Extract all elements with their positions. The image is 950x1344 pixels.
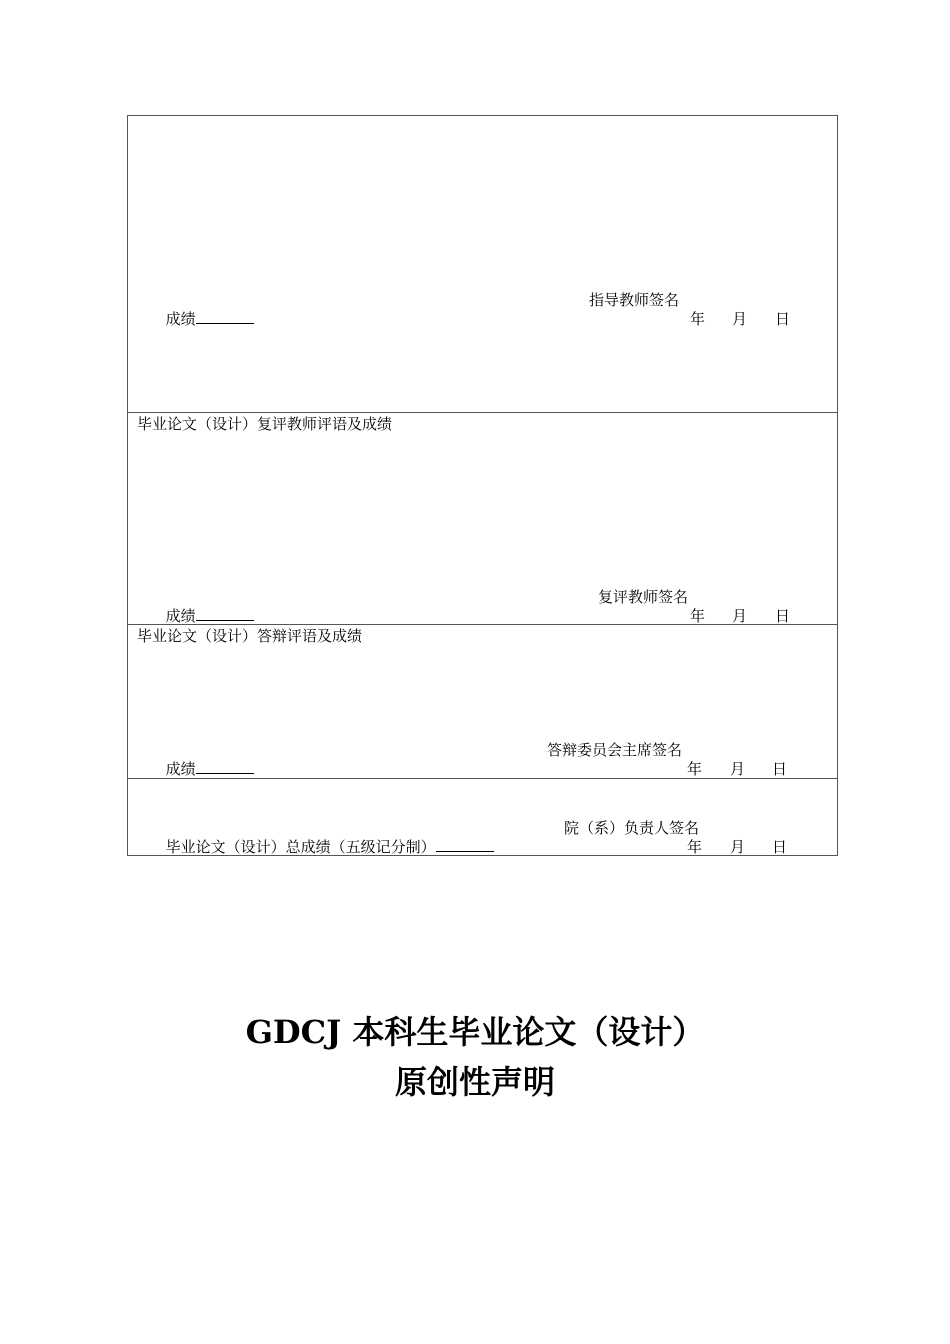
date-year: 年 xyxy=(690,607,706,625)
grade-blank[interactable] xyxy=(196,606,254,621)
defense-evaluation-row xyxy=(128,624,837,779)
date-month: 月 xyxy=(732,607,748,625)
date-month: 月 xyxy=(730,838,746,856)
dean-signature-label: 院（系）负责人签名 xyxy=(564,819,700,837)
grade-blank[interactable] xyxy=(436,837,494,852)
grade-label: 成绩 xyxy=(165,760,196,778)
evaluation-form-table xyxy=(127,115,838,856)
grade-blank[interactable] xyxy=(196,309,254,324)
date-year: 年 xyxy=(690,310,706,328)
date-day: 日 xyxy=(772,838,788,856)
grade-blank[interactable] xyxy=(196,759,254,774)
declaration-title: GDCJ 本科生毕业论文（设计） xyxy=(245,1013,705,1051)
date-day: 日 xyxy=(775,607,791,625)
defense-signature-label: 答辩委员会主席签名 xyxy=(547,741,683,759)
total-grade-field[interactable] xyxy=(137,819,494,874)
advisor-grade-field[interactable] xyxy=(137,291,254,346)
review-evaluation-row xyxy=(128,412,837,625)
review-signature-label: 复评教师签名 xyxy=(598,588,689,606)
grade-label: 成绩 xyxy=(165,607,196,625)
total-grade-row xyxy=(128,778,837,855)
declaration-subtitle: 原创性声明 xyxy=(394,1063,555,1101)
date-year: 年 xyxy=(687,838,703,856)
date-year: 年 xyxy=(687,760,703,778)
date-month: 月 xyxy=(732,310,748,328)
date-day: 日 xyxy=(772,760,788,778)
review-heading: 毕业论文（设计）复评教师评语及成绩 xyxy=(137,415,393,433)
advisor-evaluation-row xyxy=(128,116,837,413)
date-month: 月 xyxy=(730,760,746,778)
defense-heading: 毕业论文（设计）答辩评语及成绩 xyxy=(137,627,363,645)
grade-label: 成绩 xyxy=(165,310,196,328)
date-day: 日 xyxy=(775,310,791,328)
total-grade-label: 毕业论文（设计）总成绩（五级记分制） xyxy=(165,838,436,856)
advisor-signature-label: 指导教师签名 xyxy=(589,291,680,309)
